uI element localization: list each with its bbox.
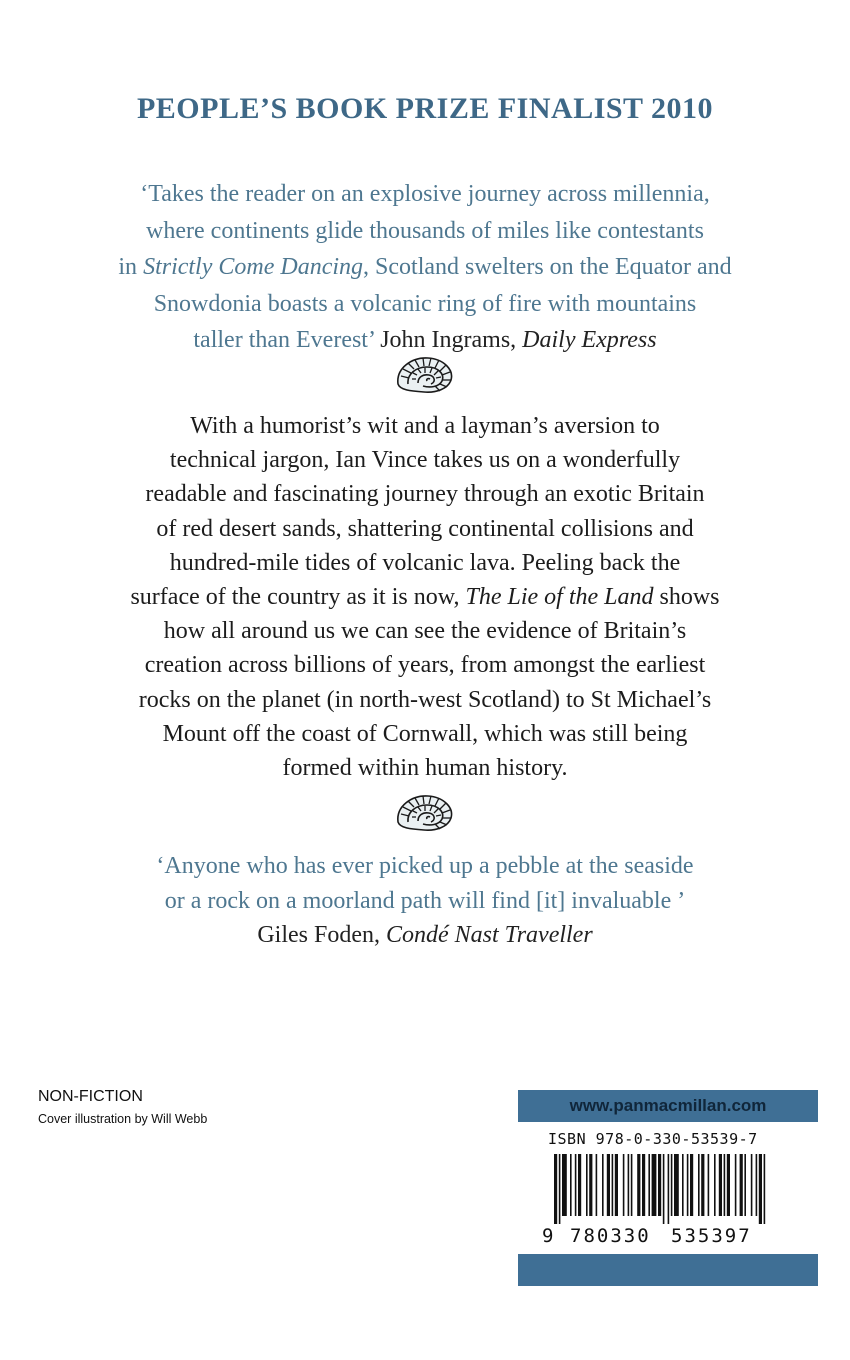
review-quote-express: ‘Takes the reader on an explosive journey across millennia, where continents glide thousands of miles like contestants in Strictly Come Dancing, Scotland swelters on the Equator and Snowdonia boasts a volcanic ring of fire with mountains taller than Everest’ John Ingrams, Daily Express	[118, 181, 732, 353]
barcode-bar	[575, 1154, 577, 1216]
barcode-bar	[623, 1154, 625, 1216]
barcode-bar	[607, 1154, 610, 1216]
barcode-bar	[751, 1154, 753, 1216]
barcode-digit-group-2: 535397	[671, 1225, 752, 1247]
barcode-bar	[586, 1154, 588, 1216]
barcode-bar	[663, 1154, 665, 1224]
barcode-bar	[612, 1154, 614, 1216]
barcode-bar	[759, 1154, 762, 1224]
quote-publication: Daily Express	[522, 327, 657, 353]
barcode-bar	[740, 1154, 743, 1216]
barcode-bar	[559, 1154, 561, 1224]
quote-attribution: Giles Foden,	[257, 922, 386, 948]
ammonite-shell-icon	[394, 354, 456, 401]
barcode-bar	[682, 1154, 684, 1216]
barcode-bar	[708, 1154, 710, 1216]
barcode-bar	[671, 1154, 673, 1216]
barcode-bar	[724, 1154, 726, 1216]
barcode-bar	[764, 1154, 766, 1224]
barcode-digit-prefix: 9	[542, 1225, 554, 1247]
quote-attribution: John Ingrams,	[374, 327, 523, 353]
barcode-bar	[631, 1154, 633, 1216]
barcode-bar	[668, 1154, 670, 1224]
quote-publication: Condé Nast Traveller	[386, 922, 593, 948]
book-title: The Lie of the Land	[465, 584, 654, 611]
cover-credit: Cover illustration by Will Webb	[38, 1112, 208, 1126]
barcode-bar	[652, 1154, 657, 1216]
barcode-bar	[690, 1154, 693, 1216]
ammonite-shell-icon	[394, 792, 456, 839]
isbn-number: ISBN 978-0-330-53539-7	[548, 1130, 758, 1148]
barcode-bar	[602, 1154, 604, 1216]
barcode-bar	[698, 1154, 700, 1216]
barcode-bar	[658, 1154, 661, 1216]
barcode-bar	[701, 1154, 704, 1216]
barcode-bar	[756, 1154, 758, 1216]
barcode-bar	[735, 1154, 737, 1216]
barcode-bar	[637, 1154, 640, 1216]
barcode-bar	[628, 1154, 630, 1216]
book-description: With a humorist’s wit and a layman’s aversion to technical jargon, Ian Vince takes us on a wonderfully readable and fascinating journey through an exotic Britain of red desert sands, shattering continental collisions and hundred-mile tides of volcanic lava. Peeling back the surface of the country as it is now, The Lie of the Land shows how all around us we can see the evidence of Britain’s creation across billions of years, from amongst the earliest rocks on the planet (in north-west Scotland) to St Michael’s Mount off the coast of Cornwall, which was still being formed within human history.	[130, 413, 720, 782]
barcode-bar	[648, 1154, 650, 1216]
genre-label: NON-FICTION	[38, 1088, 143, 1105]
barcode-bar	[562, 1154, 567, 1216]
barcode-bar	[674, 1154, 679, 1216]
publisher-website-link[interactable]: www.panmacmillan.com	[518, 1090, 818, 1122]
barcode-bar	[554, 1154, 557, 1224]
barcode-bar	[719, 1154, 722, 1216]
barcode-bar	[570, 1154, 572, 1216]
barcode	[540, 1154, 780, 1253]
barcode-bar	[714, 1154, 716, 1216]
barcode-bar	[744, 1154, 746, 1216]
barcode-digit-group-1: 780330	[570, 1225, 651, 1247]
bottom-color-bar	[518, 1254, 818, 1286]
barcode-bar	[615, 1154, 618, 1216]
barcode-bar	[596, 1154, 598, 1216]
prize-heading: PEOPLE’S BOOK PRIZE FINALIST 2010	[136, 92, 714, 125]
barcode-bar	[578, 1154, 581, 1216]
barcode-bar	[727, 1154, 730, 1216]
review-quote-traveller: ‘Anyone who has ever picked up a pebble at the seaside or a rock on a moorland path will find [it] invaluable ’ Giles Foden, Condé Nast Traveller	[156, 853, 694, 948]
barcode-bar	[642, 1154, 645, 1216]
barcode-bar	[589, 1154, 592, 1216]
barcode-bar	[687, 1154, 689, 1216]
